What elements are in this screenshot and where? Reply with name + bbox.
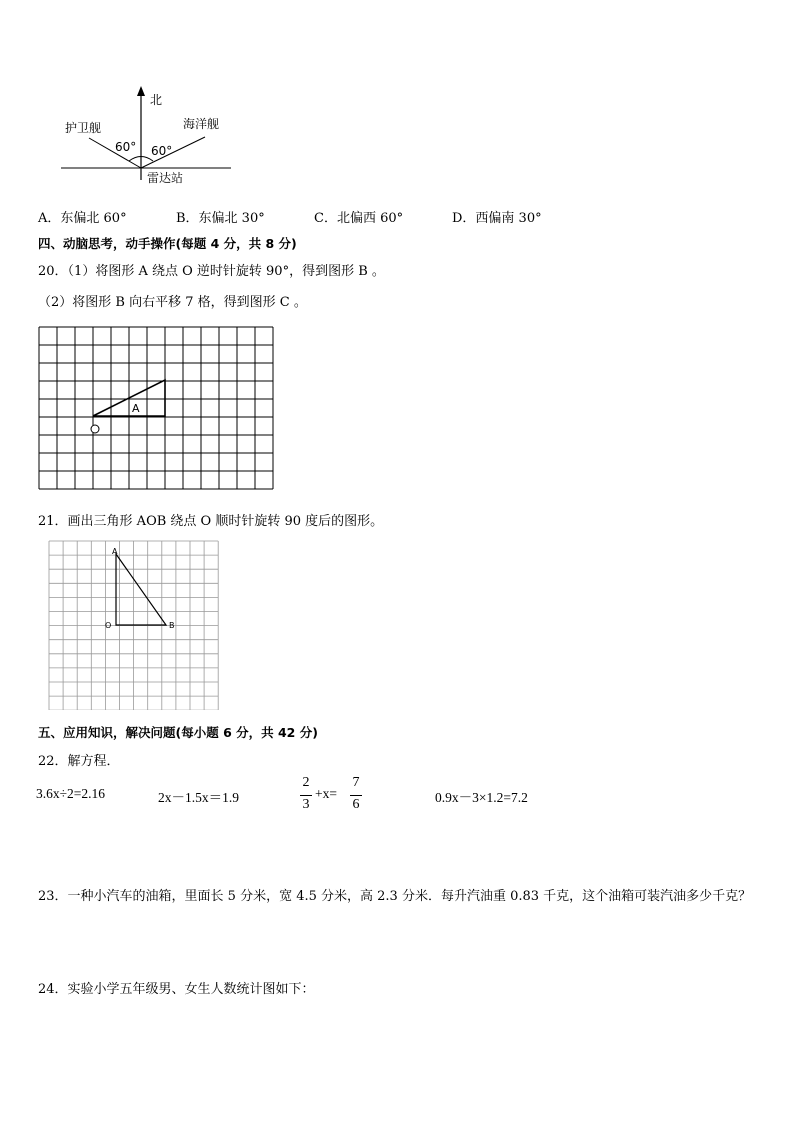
equation-3-middle: +x= [315, 786, 337, 801]
equation-4: 0.9x－3×1.2=7.2 [435, 790, 528, 805]
section5-title: 五、应用知识，解决问题(每小题 6 分，共 42 分) [38, 725, 318, 740]
left-ship-label: 护卫舰 [65, 121, 102, 135]
grid-1-point-o [91, 425, 99, 433]
section4-title: 四、动脑思考，动手操作(每题 4 分，共 8 分) [38, 236, 297, 251]
grid-1-lines [39, 327, 273, 489]
grid-2-label-o: O [105, 621, 112, 630]
option-b: B．东偏北 30° [176, 211, 265, 226]
q20-part2: （2）将图形 B 向右平移 7 格，得到图形 C 。 [38, 295, 307, 310]
option-a: A．东偏北 60° [38, 211, 127, 226]
grid-1-label-a: A [132, 402, 140, 415]
fraction-1-numerator: 2 [302, 775, 310, 790]
option-d: D．西偏南 30° [452, 211, 542, 226]
grid-1 [38, 326, 278, 492]
compass-diagram [55, 80, 255, 190]
equation-2: 2x－1.5x＝1.9 [158, 790, 239, 805]
angle-right-label: 60° [151, 144, 173, 158]
q21: 21．画出三角形 AOB 绕点 O 顺时针旋转 90 度后的图形。 [38, 514, 384, 529]
grid-2 [48, 540, 220, 710]
station-label: 雷达站 [147, 171, 184, 185]
right-ship-label: 海洋舰 [183, 117, 220, 131]
q23: 23．一种小汽车的油箱，里面长 5 分米，宽 4.5 分米，高 2.3 分米．每升汽油重 0.83 千克，这个油箱可装汽油多少千克？ [38, 889, 752, 904]
fraction-2-numerator: 7 [352, 775, 360, 790]
angle-left-label: 60° [115, 140, 137, 154]
grid-2-label-a: A [112, 547, 118, 556]
north-label: 北 [150, 93, 163, 107]
fraction-2-bar [350, 795, 362, 796]
fraction-1-bar [300, 795, 312, 796]
triangle-aob [116, 554, 166, 625]
q22: 22．解方程． [38, 754, 120, 769]
option-c: C．北偏西 60° [314, 211, 404, 226]
q20-part1: 20．（1）将图形 A 绕点 O 逆时针旋转 90°，得到图形 B 。 [38, 264, 385, 279]
north-arrowhead [137, 86, 145, 96]
q24: 24．实验小学五年级男、女生人数统计图如下： [38, 982, 315, 997]
equation-1: 3.6x÷2=2.16 [36, 786, 106, 801]
grid-2-label-b: B [169, 621, 175, 630]
fraction-1-denominator: 3 [302, 797, 310, 812]
fraction-2-denominator: 6 [352, 797, 360, 812]
